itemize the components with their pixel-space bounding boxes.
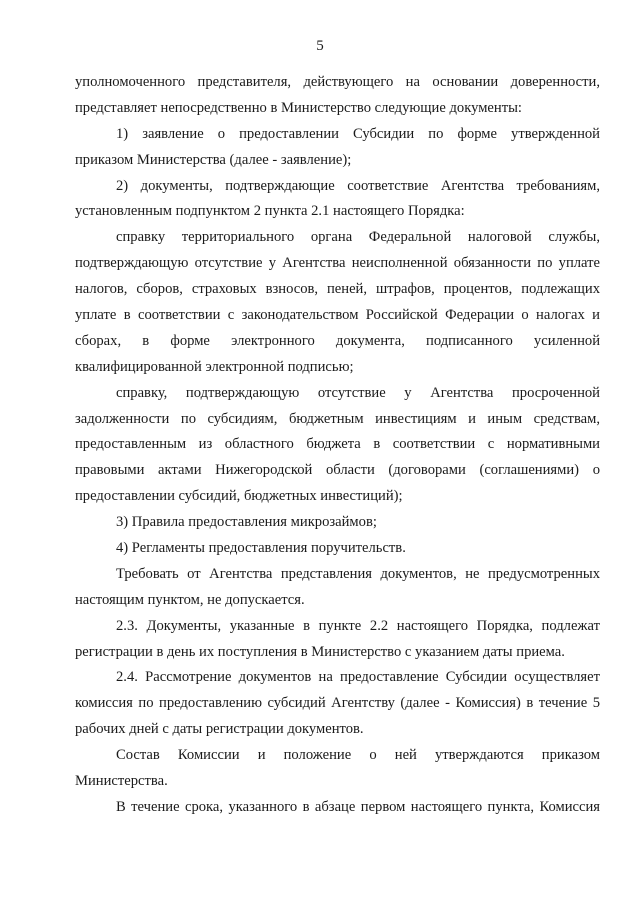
text-line: 2.4. Рассмотрение документов на предоставление Субсидии осуществляет (116, 669, 600, 686)
text-line: рабочих дней с даты регистрации документов. (75, 721, 364, 738)
text-line: предоставленным из областного бюджета в соответствии с нормативными (75, 436, 600, 453)
text-line: справку, подтверждающую отсутствие у Агентства просроченной (116, 384, 600, 401)
text-line: комиссия по предоставлению субсидий Агентству (далее - Комиссия) в течение 5 (75, 695, 600, 712)
text-line: настоящим пунктом, не допускается. (75, 591, 305, 608)
text-line: приказом Министерства (далее - заявление); (75, 151, 352, 168)
text-line: предоставлении субсидий, бюджетных инвестиций); (75, 488, 403, 505)
text-line: уплате в соответствии с законодательством Российской Федерации о налогах и (75, 307, 600, 324)
text-line: уполномоченного представителя, действующего на основании доверенности, (75, 74, 600, 90)
text-line: квалифицированной электронной подписью; (75, 358, 354, 375)
text-line: Состав Комиссии и положение о ней утверждаются приказом (116, 747, 600, 764)
document-body (75, 70, 600, 821)
text-line: 1) заявление о предоставлении Субсидии по форме утвержденной (116, 125, 600, 142)
text-line: установленным подпунктом 2 пункта 2.1 настоящего Порядка: (75, 203, 465, 220)
text-line: В течение срока, указанного в абзаце первом настоящего пункта, Комиссия (116, 798, 600, 815)
text-line: представляет непосредственно в Министерство следующие документы: (75, 99, 522, 116)
text-line: правовыми актами Нижегородской области (договорами (соглашениями) о (75, 462, 600, 479)
text-line: налогов, сборов, страховых взносов, пеней, штрафов, процентов, подлежащих (75, 281, 600, 298)
text-line: справку территориального органа Федеральной налоговой службы, (116, 229, 600, 246)
text-line: 2) документы, подтверждающие соответствие Агентства требованиям, (116, 177, 600, 194)
text-line: 3) Правила предоставления микрозаймов; (116, 514, 377, 531)
text-line: задолженности по субсидиям, бюджетным инвестициям и иным средствам, (75, 410, 600, 427)
text-line: 2.3. Документы, указанные в пункте 2.2 настоящего Порядка, подлежат (116, 617, 600, 634)
text-line: Требовать от Агентства представления документов, не предусмотренных (116, 565, 600, 582)
text-line: регистрации в день их поступления в Министерство с указанием даты приема. (75, 643, 565, 660)
text-line: 4) Регламенты предоставления поручительств. (116, 540, 406, 557)
text-line: Министерства. (75, 773, 168, 790)
text-line: сборах, в форме электронного документа, подписанного усиленной (75, 332, 600, 349)
text-line: подтверждающую отсутствие у Агентства неисполненной обязанности по уплате (75, 255, 600, 272)
page-number: 5 (316, 38, 324, 54)
